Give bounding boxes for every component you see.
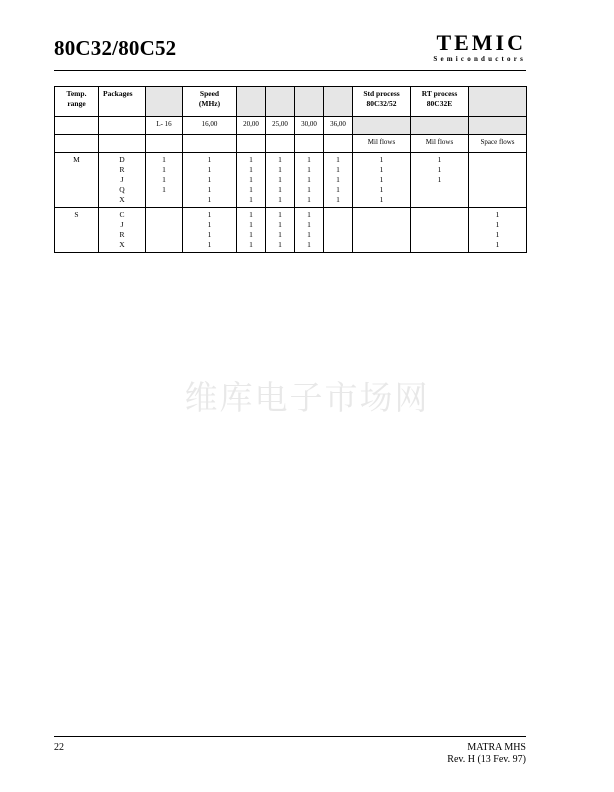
header-blank <box>266 87 295 117</box>
header-blank <box>295 87 324 117</box>
cell-temp: M <box>55 153 99 208</box>
table-header-row <box>55 87 527 117</box>
cell-s36 <box>324 208 353 253</box>
speed-36: 36,00 <box>324 117 353 135</box>
cell-s25: 1 1 1 1 1 <box>266 153 295 208</box>
header-std-process: Std process 80C32/52 <box>353 87 411 117</box>
cell-s20: 1 1 1 1 1 <box>237 153 266 208</box>
ordering-table <box>54 86 527 253</box>
cell-packages: C J R X <box>99 208 146 253</box>
cell-std <box>353 208 411 253</box>
cell-s16: 1 1 1 1 1 <box>183 153 237 208</box>
footer-revision: Rev. H (13 Fev. 97) <box>447 754 526 765</box>
footer-company: MATRA MHS <box>467 742 526 753</box>
header-rt-process: RT process 80C32E <box>411 87 469 117</box>
header-blank <box>237 87 266 117</box>
footer-info <box>447 742 526 766</box>
table-row <box>55 153 527 208</box>
speed-25: 25,00 <box>266 117 295 135</box>
speed-16: 16,00 <box>183 117 237 135</box>
flows-row <box>55 135 527 153</box>
header-blank <box>469 87 527 117</box>
page-title: 80C32/80C52 <box>54 36 177 60</box>
flow-rt: Mil flows <box>411 135 469 153</box>
header-temp-range: Temp. range <box>55 87 99 117</box>
header-packages: Packages <box>99 87 146 117</box>
header-blank <box>146 87 183 117</box>
header-speed: Speed (MHz) <box>183 87 237 117</box>
cell-space <box>469 153 527 208</box>
cell-s20: 1 1 1 1 <box>237 208 266 253</box>
logo-subtitle: Semiconductors <box>433 55 526 63</box>
cell-rt: 1 1 1 <box>411 153 469 208</box>
speed-30: 30,00 <box>295 117 324 135</box>
speed-row <box>55 117 527 135</box>
cell-temp: S <box>55 208 99 253</box>
watermark: 维库电子市场网 <box>184 378 430 417</box>
logo-wordmark: TEMIC <box>436 30 526 55</box>
cell-s16: 1 1 1 1 <box>183 208 237 253</box>
footer-rule <box>54 736 526 737</box>
header-blank <box>324 87 353 117</box>
speed-l16: L- 16 <box>146 117 183 135</box>
page-number: 22 <box>54 742 64 753</box>
flow-std: Mil flows <box>353 135 411 153</box>
cell-s30: 1 1 1 1 <box>295 208 324 253</box>
cell-rt <box>411 208 469 253</box>
header-rule <box>54 70 526 71</box>
table-row <box>55 208 527 253</box>
flow-space: Space flows <box>469 135 527 153</box>
cell-std: 1 1 1 1 1 <box>353 153 411 208</box>
speed-20: 20,00 <box>237 117 266 135</box>
cell-s30: 1 1 1 1 1 <box>295 153 324 208</box>
cell-l16 <box>146 208 183 253</box>
cell-l16: 1 1 1 1 <box>146 153 183 208</box>
cell-s36: 1 1 1 1 1 <box>324 153 353 208</box>
temic-logo <box>433 30 526 63</box>
cell-s25: 1 1 1 1 <box>266 208 295 253</box>
cell-space: 1 1 1 1 <box>469 208 527 253</box>
cell-packages: D R J Q X <box>99 153 146 208</box>
